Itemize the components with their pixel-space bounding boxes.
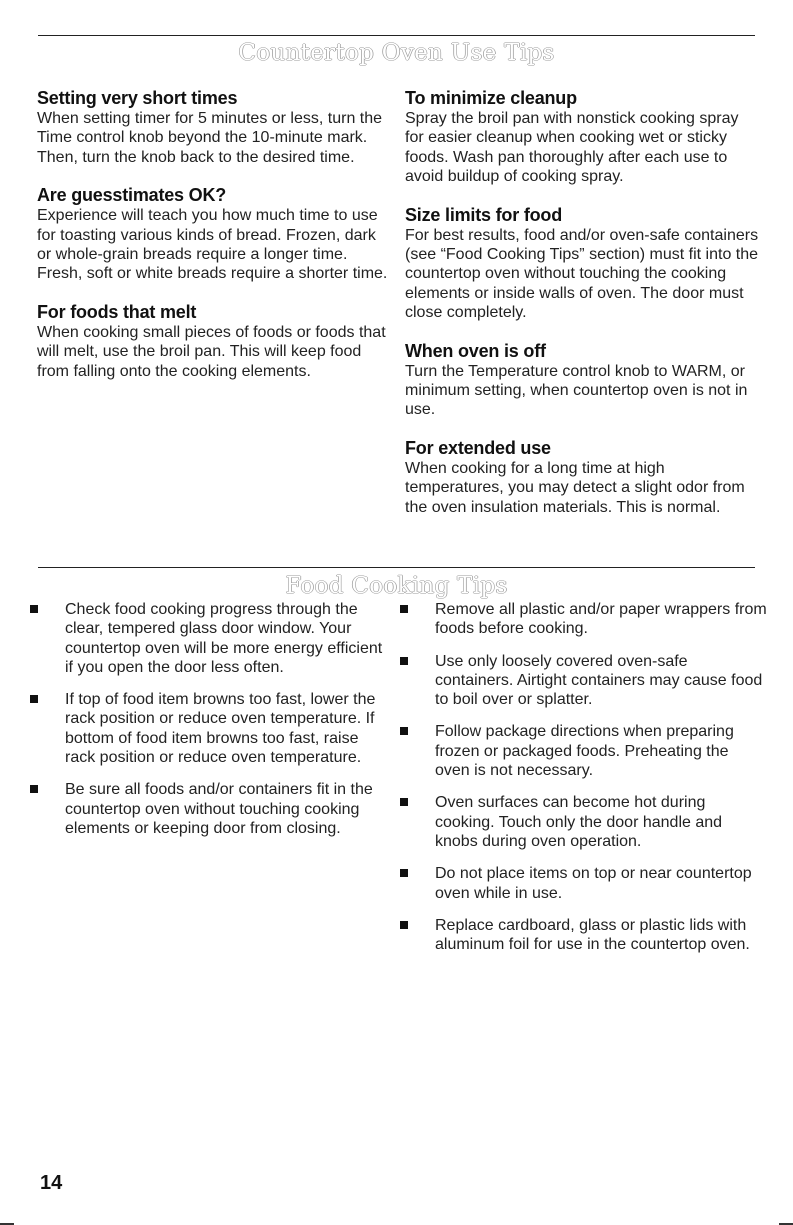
list-item	[397, 722, 767, 780]
list-item-text: Replace cardboard, glass or plastic lids with aluminum foil for use in the countertop oven.	[435, 916, 750, 954]
list-item-text: Do not place items on top or near countertop oven while in use.	[435, 865, 752, 902]
tip-body: Experience will teach you how much time to use for toasting various kinds of bread. Frozen, dark or whole-grain breads require a longer time. Fresh, soft or white breads require a shorter time.	[37, 207, 388, 283]
list-item	[27, 690, 392, 767]
tip-body: Spray the broil pan with nonstick cooking spray for easier cleanup when cooking wet or sticky foods. Wash pan thoroughly after each use to avoid buildup of cooking spray.	[405, 110, 739, 186]
tip-guesstimates	[37, 185, 392, 284]
tip-extended-use	[405, 438, 760, 517]
cooking-tips-left-column	[27, 600, 392, 851]
tip-body: Turn the Temperature control knob to WARM, or minimum setting, when countertop oven is not in use.	[405, 362, 748, 419]
tip-heading: For extended use	[405, 437, 551, 458]
bullet-icon	[400, 798, 408, 806]
tip-body: For best results, food and/or oven-safe containers (see “Food Cooking Tips” section) must fit into the countertop oven without touching the cooking elements or inside walls of oven. The door must close completely.	[405, 226, 759, 322]
list-item-text: If top of food item browns too fast, lower the rack position or reduce oven temperature. If bottom of food item browns too fast, raise rack position or reduce oven temperature.	[65, 691, 376, 767]
tip-size-limits	[405, 205, 760, 323]
use-tips-right-column	[405, 88, 760, 517]
tip-foods-melt	[37, 302, 392, 381]
tip-body: When cooking for a long time at high temperatures, you may detect a slight odor from the oven insulation materials. This is normal.	[405, 459, 745, 516]
tip-heading: When oven is off	[405, 340, 546, 361]
tip-heading: To minimize cleanup	[405, 88, 577, 108]
bullet-icon	[400, 869, 408, 877]
middle-rule	[38, 567, 755, 568]
section-title-use-tips: Countertop Oven Use Tips	[238, 40, 555, 66]
list-item-text: Use only loosely covered oven-safe containers. Airtight containers may cause food to boil over or splatter.	[435, 652, 763, 709]
tip-body: When setting timer for 5 minutes or less, turn the Time control knob beyond the 10-minute mark. Then, turn the knob back to the desired time.	[37, 110, 383, 166]
list-item-text: Check food cooking progress through the clear, tempered glass door window. Your countertop oven will be more energy efficient if you open the door less often.	[65, 601, 383, 676]
tip-body: When cooking small pieces of foods or foods that will melt, use the broil pan. This will keep food from falling onto the cooking elements.	[37, 323, 386, 380]
bullet-icon	[400, 605, 408, 613]
bullet-icon	[400, 657, 408, 665]
tip-heading: Setting very short times	[37, 88, 238, 108]
list-item	[27, 780, 392, 838]
list-item-text: Be sure all foods and/or containers fit in the countertop oven without touching cooking elements or keeping door from closing.	[65, 781, 373, 837]
use-tips-left-column	[37, 88, 392, 381]
list-item-text: Follow package directions when preparing frozen or packaged foods. Preheating the oven is not necessary.	[435, 723, 734, 780]
bullet-icon	[30, 785, 38, 793]
list-item	[397, 652, 767, 710]
list-item	[27, 600, 392, 677]
tip-short-times	[37, 88, 392, 167]
section-title-food-cooking-tips: Food Cooking Tips	[285, 573, 508, 599]
page-number: 14	[40, 1172, 63, 1194]
bullet-icon	[30, 605, 38, 613]
list-item	[397, 600, 767, 639]
tip-minimize-cleanup	[405, 88, 760, 187]
list-item-text: Oven surfaces can become hot during cooking. Touch only the door handle and knobs during oven operation.	[435, 794, 723, 850]
list-item	[397, 864, 767, 903]
tip-heading: Are guesstimates OK?	[37, 185, 227, 206]
tip-oven-off	[405, 341, 760, 420]
tip-heading: Size limits for food	[405, 204, 563, 225]
bullet-icon	[400, 921, 408, 929]
bullet-icon	[30, 695, 38, 703]
top-rule	[38, 35, 755, 36]
list-item-text: Remove all plastic and/or paper wrappers from foods before cooking.	[435, 601, 767, 638]
cooking-tips-right-column	[397, 600, 767, 967]
list-item	[397, 916, 767, 955]
tip-heading: For foods that melt	[37, 301, 197, 322]
list-item	[397, 793, 767, 851]
bullet-icon	[400, 727, 408, 735]
